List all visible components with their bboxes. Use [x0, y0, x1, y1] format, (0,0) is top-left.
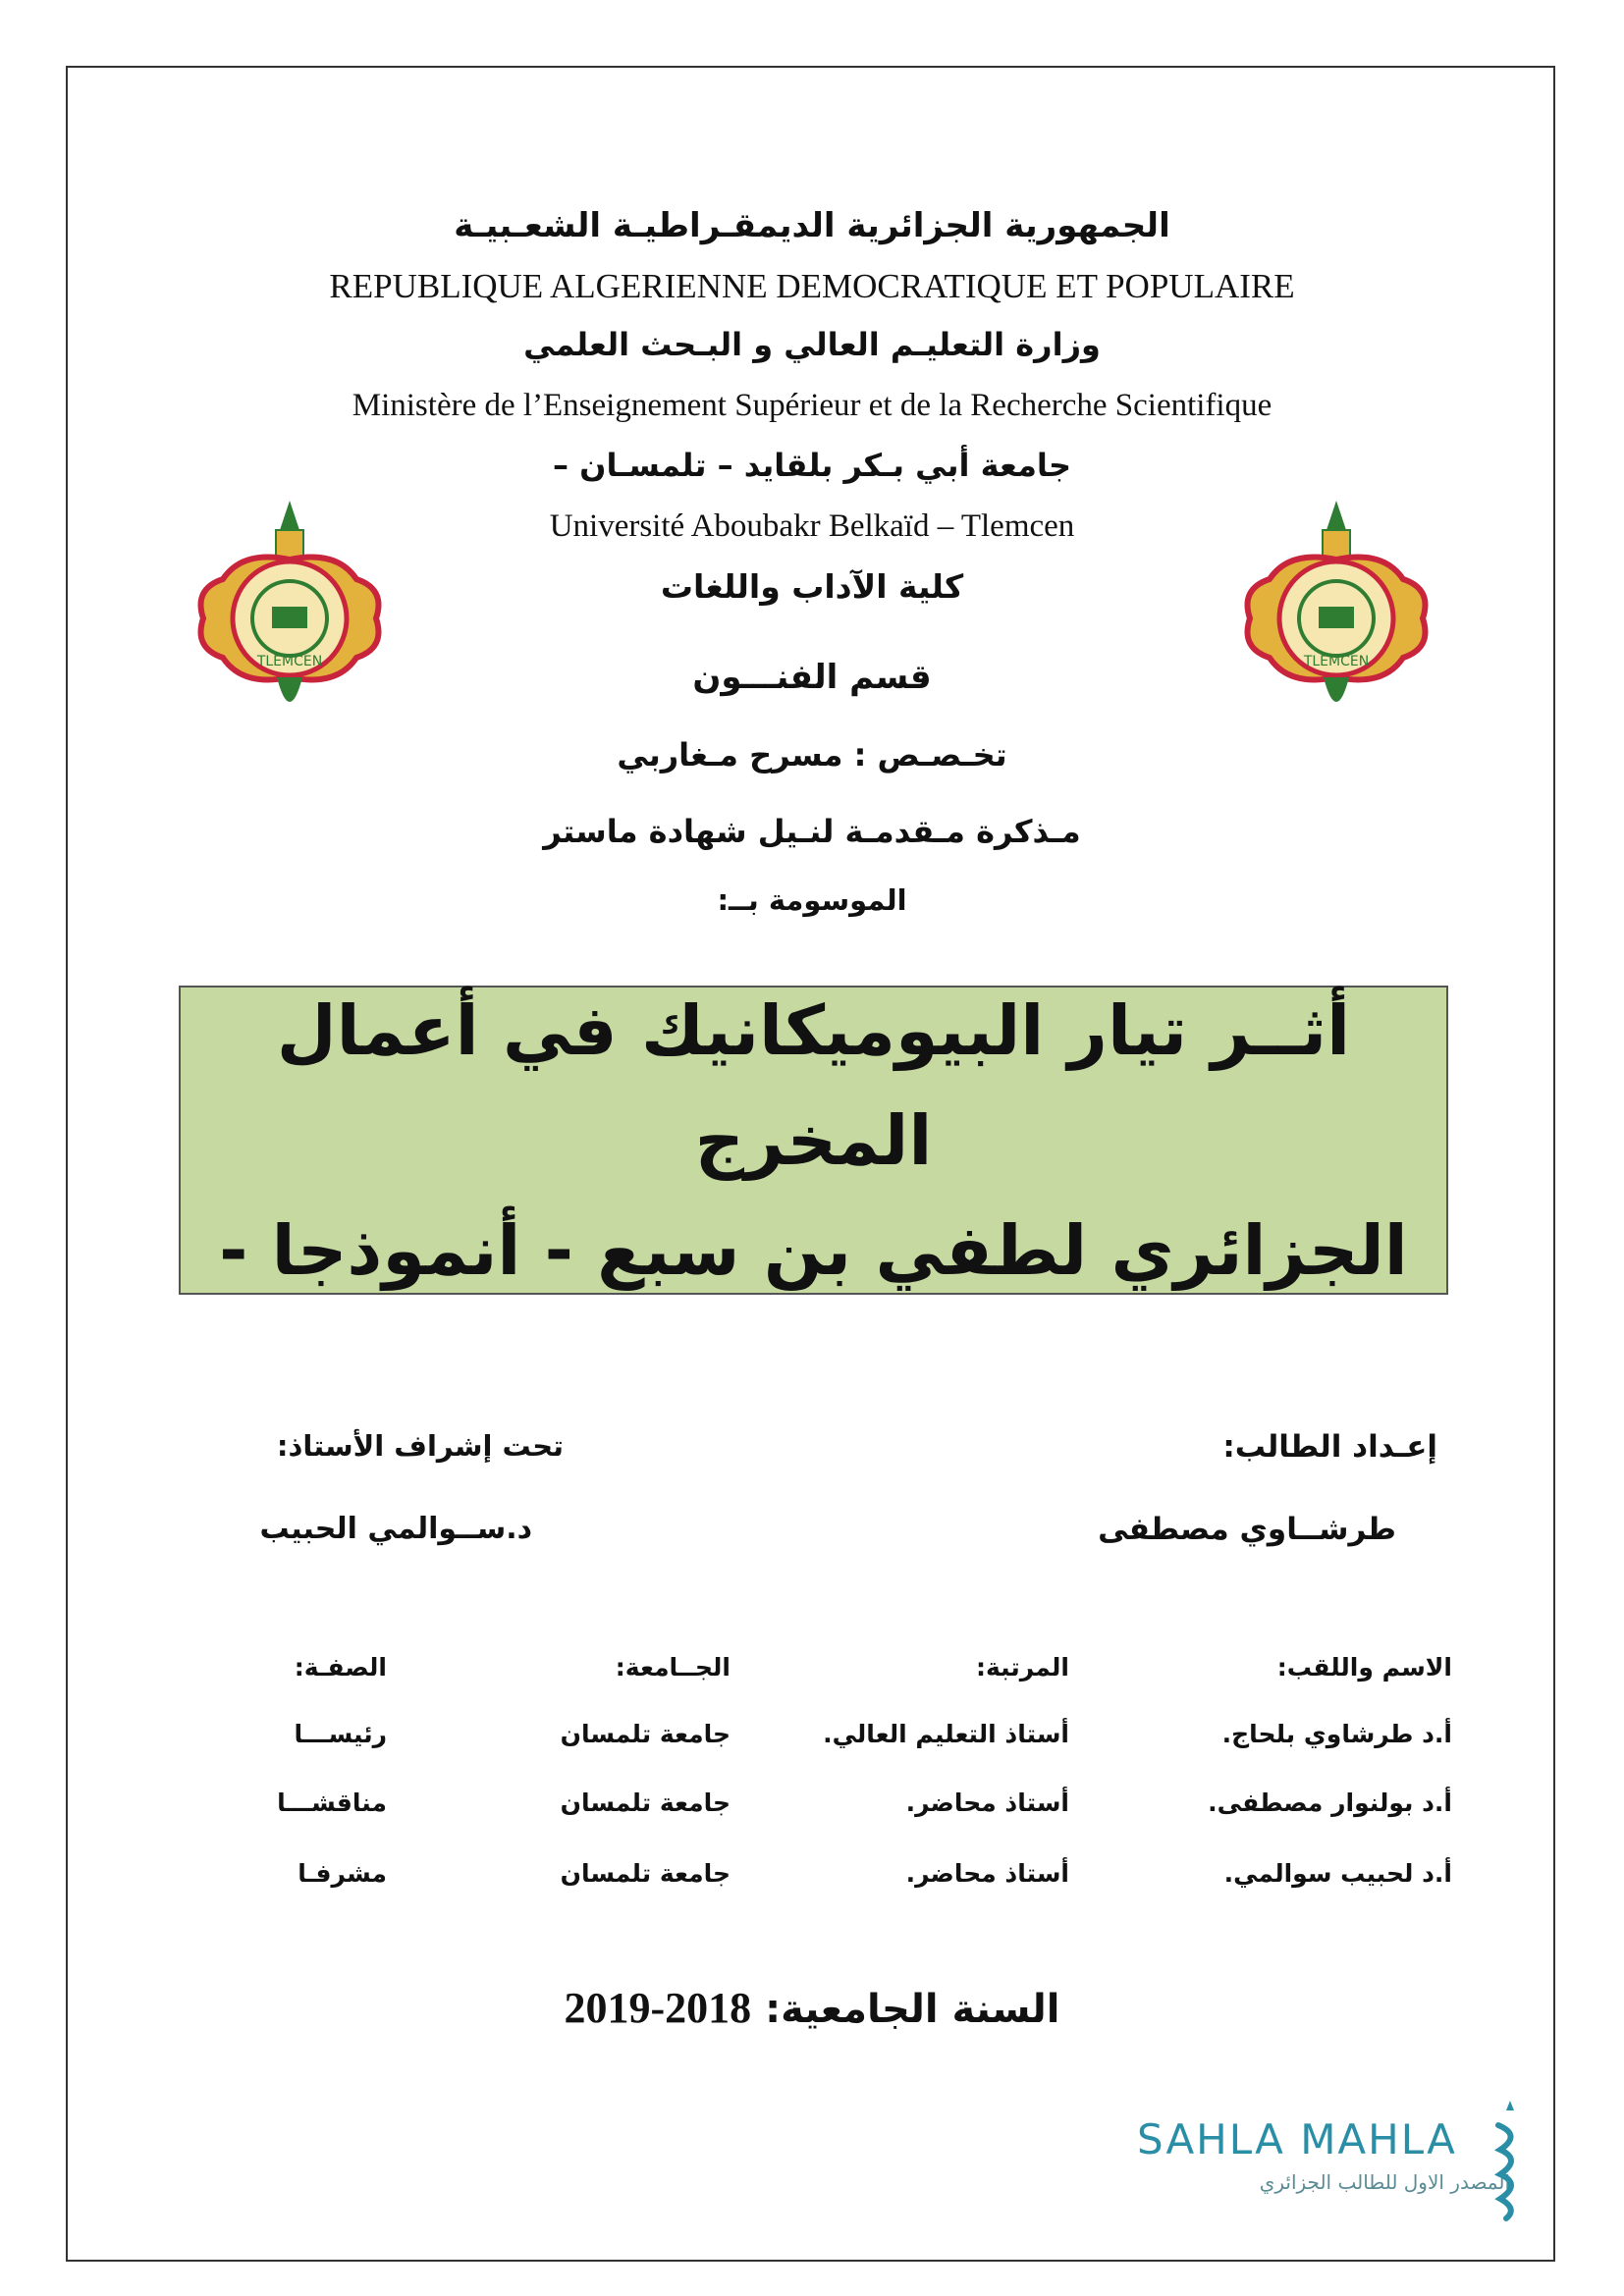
- jury-role: مشرفـا: [298, 1859, 387, 1888]
- republic-ar: الجمهورية الجزائرية الديمقـراطيـة الشعـبيـة: [454, 206, 1170, 245]
- brand-watermark: [1137, 2115, 1530, 2233]
- academic-year-value: 2018-2019: [564, 1984, 752, 2032]
- jury-header-rank: المرتبة:: [975, 1653, 1069, 1682]
- ministry-ar: وزارة التعليـم العالي و البـحث العلمي: [523, 326, 1101, 363]
- jury-university: جامعة تلمسان: [560, 1720, 731, 1748]
- prepared-by-label: إعـداد الطالب:: [1222, 1429, 1437, 1465]
- supervisor-name: د.ســوالمي الحبيب: [259, 1512, 532, 1546]
- jury-university: جامعة تلمسان: [560, 1859, 731, 1888]
- jury-rank: أستاذ التعليم العالي.: [823, 1720, 1069, 1748]
- svg-text:TLEMCEN: TLEMCEN: [256, 654, 323, 669]
- university-logo-left: [184, 491, 396, 731]
- academic-year-label: السنة الجامعية:: [751, 1987, 1060, 2032]
- thesis-title-box: [179, 986, 1448, 1295]
- logo-emblem: [1248, 501, 1426, 702]
- jury-rank: أستاذ محاضر.: [905, 1859, 1069, 1888]
- supervisor-label: تحت إشراف الأستاذ:: [276, 1429, 564, 1463]
- jury-role: مناقشـــا: [277, 1789, 387, 1817]
- jury-rank: أستاذ محاضر.: [905, 1789, 1069, 1817]
- table-row: [0, 1859, 1624, 1908]
- student-name: طرشــاوي مصطفى: [1098, 1512, 1396, 1547]
- jury-header-role: الصفـة:: [294, 1653, 387, 1682]
- thesis-title-line-2: الجزائري لطفي بن سبع - أنموذجا -: [219, 1209, 1408, 1291]
- jury-header-row: [0, 1653, 1624, 1702]
- department-name: قسم الفنـــون: [692, 658, 932, 697]
- republic-fr: REPUBLIQUE ALGERIENNE DEMOCRATIQUE ET POPULAIRE: [329, 267, 1295, 305]
- svg-text:TLEMCEN: TLEMCEN: [1303, 654, 1370, 669]
- titled-label: الموسومة بــ:: [717, 883, 907, 917]
- jury-header-name: الاسم واللقب:: [1276, 1653, 1452, 1682]
- jury-name: أ.د بولنوار مصطفى.: [1208, 1789, 1452, 1817]
- brand-calligraphy-icon: [1492, 2096, 1528, 2223]
- jury-name: أ.د لحبيب سوالمي.: [1223, 1859, 1452, 1888]
- jury-table: [0, 1653, 1624, 1928]
- university-fr: Université Aboubakr Belkaïd – Tlemcen: [549, 508, 1075, 544]
- jury-university: جامعة تلمسان: [560, 1789, 731, 1817]
- brand-tagline: المصدر الاول للطالب الجزائري: [1259, 2170, 1510, 2194]
- university-logo-right: [1230, 491, 1442, 731]
- specialty: تخـصـص : مسرح مـغاربي: [617, 736, 1007, 774]
- jury-role: رئيســـا: [294, 1720, 387, 1748]
- academic-year: [0, 1983, 1624, 2033]
- ministry-fr: Ministère de l’Enseignement Supérieur et de la Recherche Scientifique: [352, 388, 1272, 423]
- jury-header-university: الجــامعة:: [615, 1653, 731, 1682]
- table-row: [0, 1789, 1624, 1838]
- thesis-title-line-1: أثــر تيار البيوميكانيك في أعمال المخرج: [276, 989, 1351, 1181]
- brand-name: SAHLA MAHLA: [1137, 2115, 1457, 2163]
- table-row: [0, 1720, 1624, 1769]
- memo-label: مـذكرة مـقدمـة لنـيل شهادة ماستر: [543, 813, 1081, 850]
- faculty-name: كلية الآداب واللغات: [660, 567, 964, 606]
- jury-name: أ.د طرشاوي بلحاج.: [1221, 1720, 1452, 1748]
- university-ar: جامعة أبي بـكر بلقايد – تلمسـان –: [552, 447, 1071, 484]
- logo-emblem: [201, 501, 379, 702]
